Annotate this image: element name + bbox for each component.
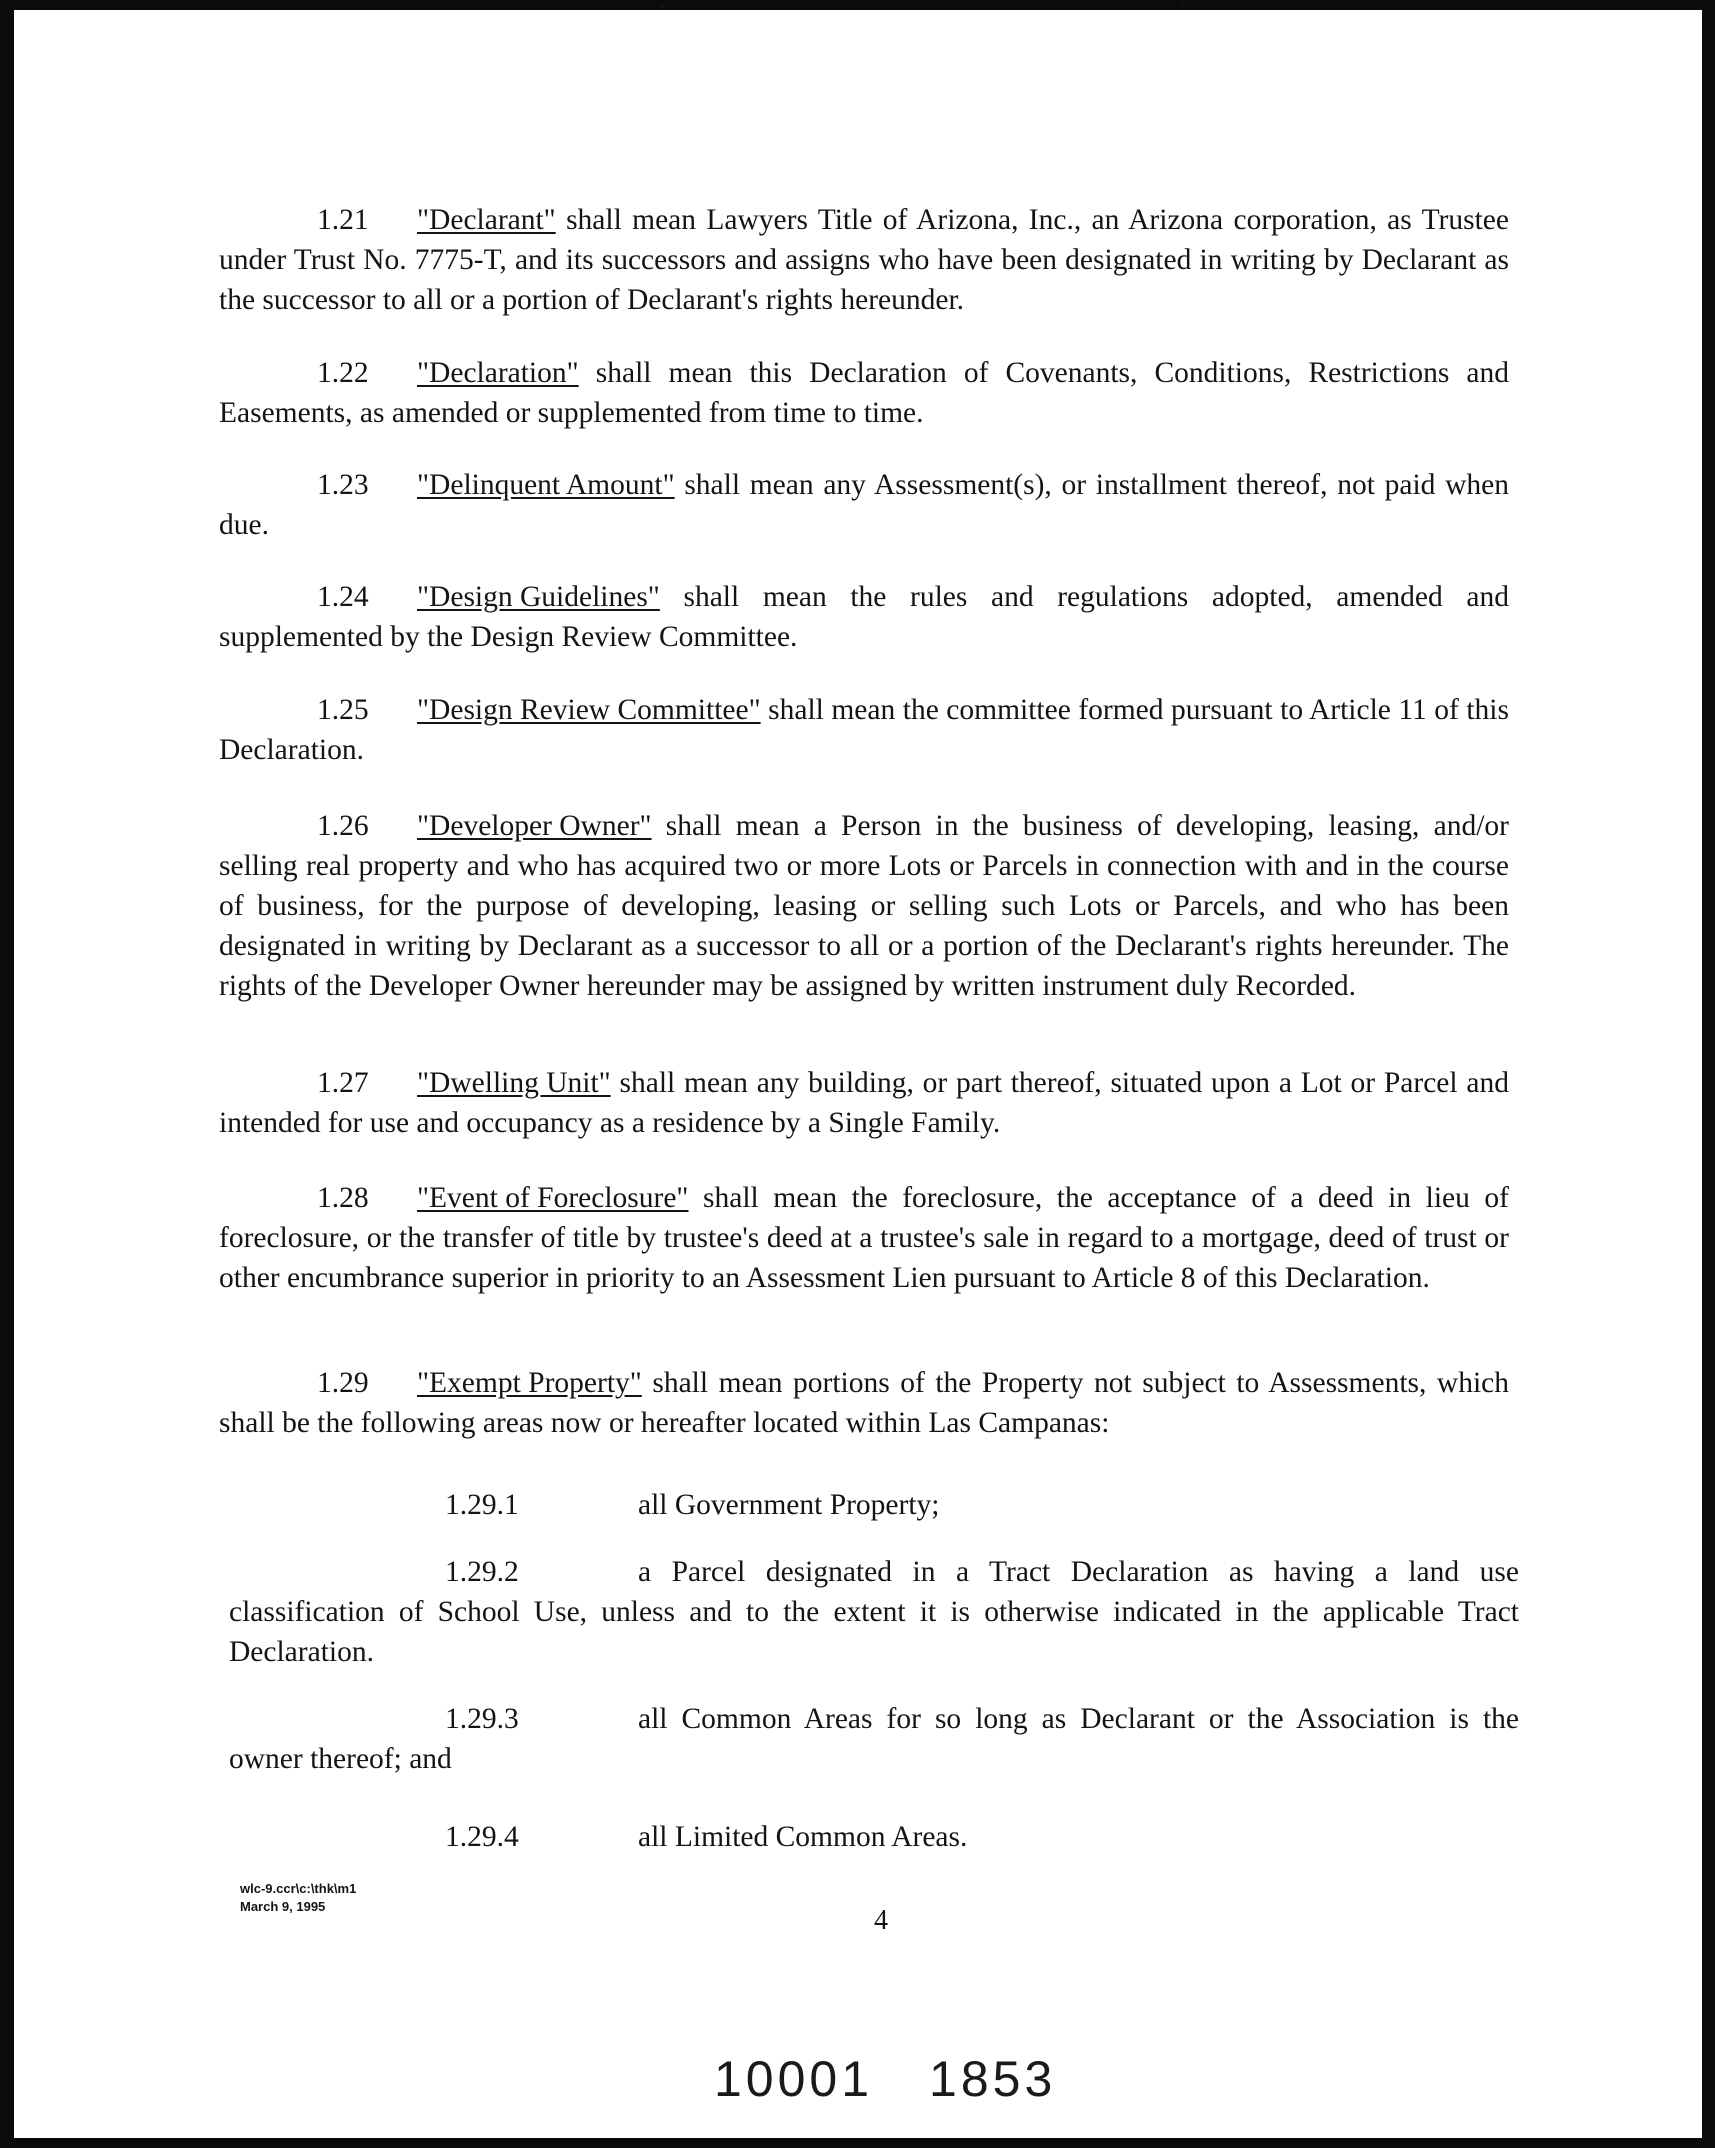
subitem-text: all Common Areas for so long as Declarant or the Association is the owner thereof; and xyxy=(229,1703,1519,1775)
paragraph-1-26 xyxy=(219,806,1509,1006)
paragraph-1-28 xyxy=(219,1178,1509,1298)
document-number-part1: 10001 xyxy=(714,2051,874,2107)
paragraph-text: shall mean Lawyers Title of Arizona, Inc., an Arizona corporation, as Trustee under Trust No. 7775-T, and its successors and assigns who have been designated in writing by Declarant as the successor to all or a portion of Declarant's rights hereunder. xyxy=(219,204,1509,316)
paragraph-text: shall mean any Assessment(s), or installment thereof, not paid when due. xyxy=(219,469,1509,541)
defined-term: "Declaration" xyxy=(417,357,579,389)
document-number xyxy=(714,2050,1056,2108)
paragraph-text: shall mean the foreclosure, the acceptance of a deed in lieu of foreclosure, or the transfer of title by trustee's deed at a trustee's sale in regard to a mortgage, deed of trust or other encumbrance superior in priority to an Assessment Lien pursuant to Article 8 of this Declaration. xyxy=(219,1182,1509,1294)
paragraph-1-23 xyxy=(219,465,1509,545)
defined-term: "Event of Foreclosure" xyxy=(417,1182,689,1214)
section-number: 1.27 xyxy=(317,1067,369,1099)
scan-speck xyxy=(1180,3,1185,7)
scan-speck xyxy=(660,4,666,8)
subitem-1-29-3 xyxy=(229,1699,1519,1779)
footer-file-ref: wlc-9.ccr\c:\thk\m1 xyxy=(240,1881,357,1896)
footer-date: March 9, 1995 xyxy=(240,1899,326,1914)
paragraph-text: shall mean any building, or part thereof, situated upon a Lot or Parcel and intended for use and occupancy as a residence by a Single Family. xyxy=(219,1067,1509,1139)
section-number: 1.28 xyxy=(317,1182,369,1214)
subitem-1-29-1 xyxy=(229,1485,1519,1525)
defined-term: "Developer Owner" xyxy=(417,810,652,842)
subitem-text: all Limited Common Areas. xyxy=(638,1821,968,1853)
section-number: 1.25 xyxy=(317,694,369,726)
defined-term: "Design Guidelines" xyxy=(417,581,660,613)
defined-term: "Exempt Property" xyxy=(417,1367,642,1399)
section-number: 1.26 xyxy=(317,810,369,842)
document-number-part2: 1853 xyxy=(929,2051,1057,2107)
paragraph-1-24 xyxy=(219,577,1509,657)
paragraph-1-21 xyxy=(219,200,1509,320)
subitem-text: all Government Property; xyxy=(638,1489,940,1521)
section-number: 1.23 xyxy=(317,469,369,501)
page-number: 4 xyxy=(874,1905,888,1936)
section-number: 1.22 xyxy=(317,357,369,389)
section-number: 1.24 xyxy=(317,581,369,613)
paragraph-1-25 xyxy=(219,690,1509,770)
defined-term: "Declarant" xyxy=(417,204,556,236)
subitem-text: a Parcel designated in a Tract Declaration as having a land use classification of School Use, unless and to the extent it is otherwise indicated in the applicable Tract Declaration. xyxy=(229,1556,1519,1668)
subitem-1-29-2 xyxy=(229,1552,1519,1672)
section-number: 1.21 xyxy=(317,204,369,236)
paragraph-text: shall mean this Declaration of Covenants, Conditions, Restrictions and Easements, as amended or supplemented from time to time. xyxy=(219,357,1509,429)
paragraph-text: shall mean portions of the Property not subject to Assessments, which shall be the following areas now or hereafter located within Las Campanas: xyxy=(219,1367,1509,1439)
subitem-1-29-4 xyxy=(229,1817,1519,1857)
paragraph-1-27 xyxy=(219,1063,1509,1143)
defined-term: "Delinquent Amount" xyxy=(417,469,675,501)
paragraph-text: shall mean the rules and regulations adopted, amended and supplemented by the Design Review Committee. xyxy=(219,581,1509,653)
section-number: 1.29 xyxy=(317,1367,369,1399)
footer-file-info xyxy=(240,1880,356,1916)
document-page xyxy=(14,10,1702,2138)
paragraph-1-29 xyxy=(219,1363,1509,1443)
subsection-number: 1.29.3 xyxy=(445,1703,519,1735)
paragraph-text: shall mean a Person in the business of developing, leasing, and/or selling real property and who has acquired two or more Lots or Parcels in connection with and in the course of business, for the purpose of developing, leasing or selling such Lots or Parcels, and who has been designated in writing by Declarant as a successor to all or a portion of the Declarant's rights hereunder. The rights of the Developer Owner hereunder may be assigned by written instrument duly Recorded. xyxy=(219,810,1509,1002)
subsection-number: 1.29.2 xyxy=(445,1556,519,1588)
defined-term: "Design Review Committee" xyxy=(417,694,761,726)
defined-term: "Dwelling Unit" xyxy=(417,1067,611,1099)
subsection-number: 1.29.1 xyxy=(445,1489,519,1521)
paragraph-1-22 xyxy=(219,353,1509,433)
paragraph-text: shall mean the committee formed pursuant to Article 11 of this Declaration. xyxy=(219,694,1509,766)
subsection-number: 1.29.4 xyxy=(445,1821,519,1853)
